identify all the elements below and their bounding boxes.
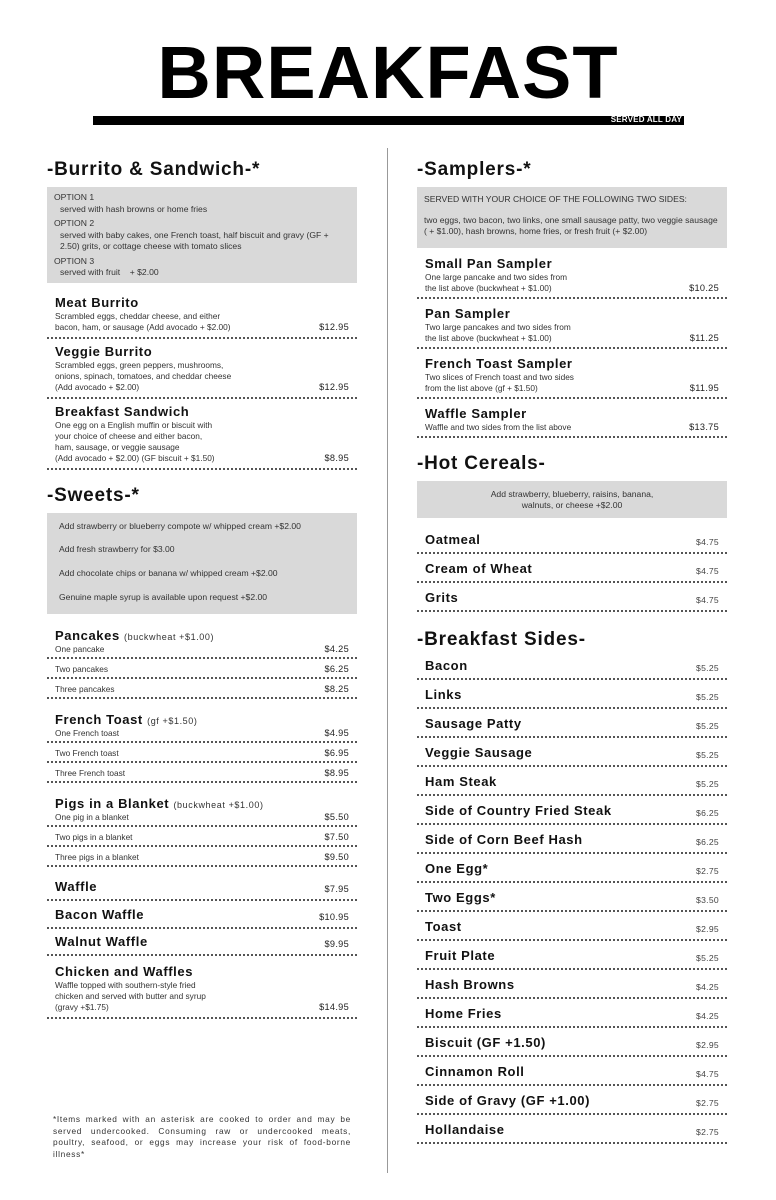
left-column [47,158,357,1019]
menu-item[interactable] [417,406,727,438]
side-item[interactable] [417,709,727,738]
item-price: $4.25 [695,1010,719,1021]
menu-item[interactable] [47,929,357,956]
menu-item[interactable] [47,873,357,901]
side-item[interactable] [417,941,727,970]
menu-item[interactable] [417,306,727,349]
item-name: Cinnamon Roll [425,1063,525,1079]
item-desc: onions, spinach, tomatoes, and cheddar cheese [55,370,232,381]
item-name: Toast [425,918,462,934]
group-title: French Toast [55,711,143,727]
item-name: Ham Steak [425,773,497,789]
sides-list [417,652,727,1144]
item-desc: your choice of cheese and either bacon, [55,430,203,441]
option-label: OPTION 1 [54,192,95,202]
menu-item[interactable] [47,901,357,929]
menu-option[interactable] [47,743,357,763]
item-name: French Toast Sampler [425,355,573,371]
section-title: -Breakfast Sides- [417,628,586,650]
section-title: -Sweets-* [47,484,140,506]
side-item[interactable] [417,738,727,767]
menu-item[interactable] [417,356,727,399]
item-desc: the list above (buckwheat + $1.00) [425,332,552,343]
side-item[interactable] [417,1086,727,1115]
side-item[interactable] [417,999,727,1028]
item-price: $2.75 [695,865,719,876]
item-desc: Two slices of French toast and two sides [425,371,574,382]
item-name: Pan Sampler [425,305,511,321]
menu-item[interactable] [417,554,727,583]
option-label: Two pigs in a blanket [55,831,133,842]
menu-option[interactable] [47,763,357,783]
item-price: $3.50 [695,894,719,905]
right-column [417,158,727,1144]
item-name: Fruit Plate [425,947,496,963]
menu-item[interactable] [417,583,727,612]
item-price: $5.25 [695,778,719,789]
group-title: Pancakes [55,627,120,643]
item-price: $9.95 [324,938,349,949]
side-item[interactable] [417,1057,727,1086]
item-name: Waffle [55,878,98,894]
side-item[interactable] [417,1115,727,1144]
group-title: Pigs in a Blanket [55,795,170,811]
item-price: $5.25 [695,691,719,702]
item-name: Sausage Patty [425,715,522,731]
column-divider [387,148,388,1173]
item-desc: Two large pancakes and two sides from [425,321,571,332]
group-name [47,797,357,812]
item-desc: ham, sausage, or veggie sausage [55,441,180,452]
item-name: One Egg* [425,860,489,876]
item-name: Bacon [425,657,468,673]
item-desc: the list above (buckwheat + $1.00) [425,282,552,293]
side-item[interactable] [417,970,727,999]
item-name: Small Pan Sampler [425,255,553,271]
item-name: Hash Browns [425,976,515,992]
item-name: Walnut Waffle [55,933,148,949]
menu-option[interactable] [47,847,357,867]
item-price: $12.95 [319,321,349,332]
side-item[interactable] [417,652,727,680]
item-name: Veggie Burrito [55,343,153,359]
item-name: Home Fries [425,1005,502,1021]
item-price: $2.75 [695,1126,719,1137]
option-price: $4.25 [324,643,349,654]
menu-option[interactable] [47,812,357,827]
side-item[interactable] [417,854,727,883]
menu-item[interactable] [417,526,727,554]
side-item[interactable] [417,796,727,825]
item-name: Breakfast Sandwich [55,403,190,419]
item-price: $5.25 [695,749,719,760]
item-price: $4.75 [695,536,719,547]
option-text: served with hash browns or home fries [60,203,208,214]
side-item[interactable] [417,825,727,854]
footnote-disclaimer: *Items marked with an asterisk are cooked to order and may be served undercooked. Consuming raw or undercooked meats, poultry, seafood, or eggs may increase your risk of food-borne illness* [53,1114,351,1159]
cereal-note-box [417,481,727,518]
item-desc: Waffle topped with southern-style fried [55,979,196,990]
section-hot-cereals [417,452,727,612]
served-all-day-tagline: SERVED ALL DAY [610,115,682,124]
option-price: $4.95 [324,727,349,738]
item-name: Bacon Waffle [55,906,145,922]
item-price: $10.95 [319,911,349,922]
item-desc: (Add avocado + $2.00) (GF biscuit + $1.50) [55,452,215,463]
section-sweets [47,484,357,1019]
section-burrito-sandwich [47,158,357,470]
option-price: $7.50 [324,831,349,842]
item-price: $2.75 [695,1097,719,1108]
item-price: $2.95 [695,1039,719,1050]
title-bar [93,116,684,125]
item-desc: chicken and served with butter and syrup [55,990,206,1001]
option-label: Three pancakes [55,683,115,694]
menu-option[interactable] [47,728,357,743]
note-heading: SERVED WITH YOUR CHOICE OF THE FOLLOWING TWO SIDES: [424,194,687,204]
item-price: $6.25 [695,807,719,818]
item-name: Meat Burrito [55,294,139,310]
option-text: served with baby cakes, one French toast, half biscuit and gravy (GF + 2.50) grits, or cottage cheese with tomato slices [60,229,329,251]
menu-option[interactable] [47,827,357,847]
menu-group-pigs-in-a-blanket [47,797,357,867]
menu-option[interactable] [47,679,357,699]
item-price: $13.75 [689,421,719,432]
group-name [47,713,357,728]
group-modifier: (buckwheat +$1.00) [173,799,264,810]
item-price: $2.95 [695,923,719,934]
item-name: Oatmeal [425,531,481,547]
option-label: One pig in a blanket [55,811,129,822]
side-item[interactable] [417,912,727,941]
menu-item[interactable] [47,344,357,399]
item-desc: Waffle and two sides from the list above [425,421,572,432]
item-name: Two Eggs* [425,889,496,905]
addon-text: Add fresh strawberry for $3.00 [59,543,175,554]
menu-group-french-toast [47,713,357,783]
item-desc: from the list above (gf + $1.50) [425,382,538,393]
section-title: -Hot Cereals- [417,452,546,474]
item-price: $5.25 [695,662,719,673]
menu-option[interactable] [47,659,357,679]
note-text: two eggs, two bacon, two links, one small sausage patty, two veggie sausage ( + $1.00), hash browns, home fries, or fresh fruit (+ $2.00) [424,214,718,236]
option-label: OPTION 3 [54,255,95,266]
item-desc: One egg on a English muffin or biscuit with [55,419,213,430]
option-label: One pancake [55,643,105,654]
item-price: $14.95 [319,1001,349,1012]
item-price: $6.25 [695,836,719,847]
menu-item[interactable] [417,256,727,299]
option-price: $8.25 [324,683,349,694]
item-price: $11.95 [689,382,719,393]
addon-text: Add chocolate chips or banana w/ whipped cream +$2.00 [59,567,278,578]
group-modifier: (buckwheat +$1.00) [124,631,215,642]
item-desc: One large pancake and two sides from [425,271,568,282]
item-price: $4.25 [695,981,719,992]
item-price: $7.95 [324,883,349,894]
item-name: Biscuit (GF +1.50) [425,1034,546,1050]
item-price: $4.75 [695,565,719,576]
item-name: Links [425,686,462,702]
option-label: Three pigs in a blanket [55,851,139,862]
item-price: $11.25 [689,332,719,343]
item-price: $4.75 [695,594,719,605]
item-name: Grits [425,589,459,605]
menu-item[interactable] [47,404,357,470]
options-note-box [47,187,357,283]
menu-title: BREAKFAST [157,31,619,114]
option-price: $9.50 [324,851,349,862]
item-price: $5.25 [695,720,719,731]
item-name: Veggie Sausage [425,744,533,760]
item-price: $12.95 [319,381,349,392]
option-label: OPTION 2 [54,218,95,228]
item-name: Waffle Sampler [425,405,527,421]
menu-item[interactable] [47,295,357,339]
item-price: $10.25 [689,282,719,293]
option-label: One French toast [55,727,120,738]
item-name: Hollandaise [425,1121,505,1137]
option-price: $8.95 [324,767,349,778]
note-text: Add strawberry, blueberry, raisins, banana, [490,488,654,499]
item-name: Chicken and Waffles [55,963,194,979]
item-price: $4.75 [695,1068,719,1079]
section-title: -Burrito & Sandwich-* [47,159,261,180]
item-desc: (gravy +$1.75) [55,1001,109,1012]
section-samplers [417,158,727,438]
item-name: Cream of Wheat [425,560,533,576]
item-name: Side of Corn Beef Hash [425,831,583,847]
group-modifier: (gf +$1.50) [147,715,198,726]
section-title: -Samplers-* [417,159,532,180]
item-price: $8.95 [324,452,349,463]
item-desc: Scrambled eggs, green peppers, mushrooms, [55,359,224,370]
option-price: $6.25 [324,663,349,674]
section-breakfast-sides [417,628,727,1144]
sides-note-box [417,187,727,248]
menu-item[interactable] [47,956,357,1019]
item-name: Side of Country Fried Steak [425,802,612,818]
addons-note-box [47,513,357,614]
item-desc: (Add avocado + $2.00) [55,381,140,392]
addon-text: Genuine maple syrup is available upon request +$2.00 [59,591,268,602]
side-item[interactable] [417,883,727,912]
option-price: $6.95 [324,747,349,758]
option-label: Two French toast [55,747,119,758]
option-label: Three French toast [55,767,126,778]
menu-group-pancakes [47,629,357,699]
option-price: $5.50 [324,811,349,822]
addon-text: Add strawberry or blueberry compote w/ whipped cream +$2.00 [59,520,301,531]
item-price: $5.25 [695,952,719,963]
item-name: Side of Gravy (GF +1.00) [425,1092,591,1108]
menu-option[interactable] [47,644,357,659]
side-item[interactable] [417,767,727,796]
side-item[interactable] [417,680,727,709]
option-label: Two pancakes [55,663,109,674]
side-item[interactable] [417,1028,727,1057]
note-text: walnuts, or cheese +$2.00 [521,500,623,510]
item-desc: bacon, ham, or sausage (Add avocado + $2.00) [55,321,231,332]
option-text: served with fruit + $2.00 [60,267,159,277]
item-desc: Scrambled eggs, cheddar cheese, and either [55,310,221,321]
group-name [47,629,357,644]
